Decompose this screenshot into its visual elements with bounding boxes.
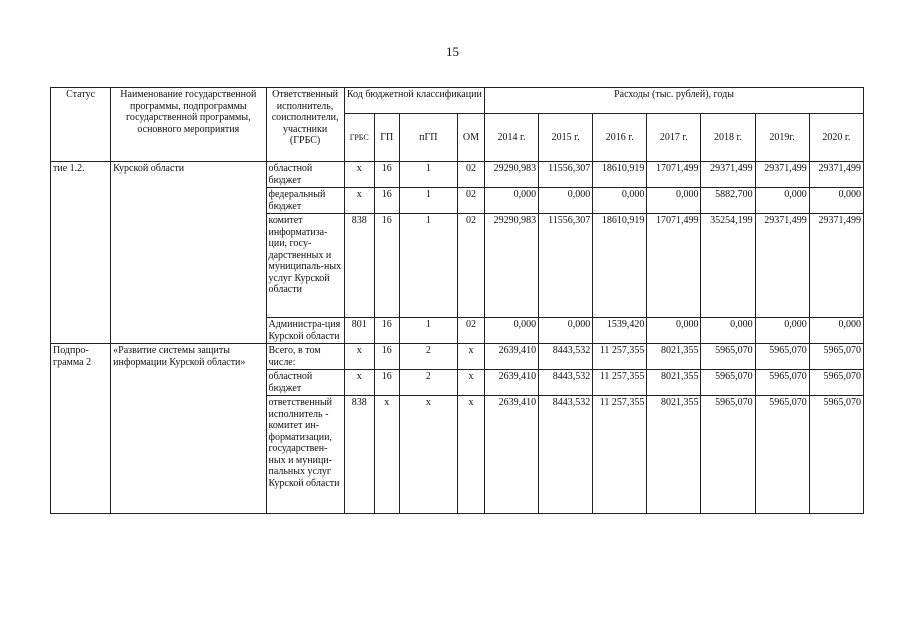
cell-value: 11 257,355 [593,396,647,514]
header-code-om: ОМ [457,114,484,162]
cell-value: 5965,070 [809,344,863,370]
cell-value: 8021,355 [647,370,701,396]
cell-gp: 16 [374,318,399,344]
cell-value: 8443,532 [539,396,593,514]
cell-gp: 16 [374,370,399,396]
cell-value: 11 257,355 [593,370,647,396]
cell-value: 17071,499 [647,214,701,318]
cell-value: 29371,499 [755,214,809,318]
header-budget-code: Код бюджетной классификации [344,88,484,114]
header-year-2017: 2017 г. [647,114,701,162]
cell-om: х [457,396,484,514]
cell-value: 5965,070 [701,370,755,396]
cell-value: 29290,983 [484,214,538,318]
row-executor: Всего, в том числе: [266,344,344,370]
header-expenses: Расходы (тыс. рублей), годы [484,88,863,114]
page-number: 15 [446,44,459,59]
cell-grbs: х [344,188,374,214]
cell-value: 11 257,355 [593,344,647,370]
cell-pgp: 1 [399,214,457,318]
header-year-2014: 2014 г. [484,114,538,162]
cell-value: 5965,070 [755,370,809,396]
cell-value: 29371,499 [809,162,863,188]
cell-om: х [457,370,484,396]
cell-value: 2639,410 [484,396,538,514]
cell-value: 0,000 [539,188,593,214]
cell-value: 0,000 [755,188,809,214]
cell-value: 5965,070 [701,344,755,370]
cell-value: 5965,070 [809,396,863,514]
row-name: «Развитие системы защиты информации Курской области» [111,344,266,514]
cell-grbs: 838 [344,214,374,318]
cell-value: 29371,499 [755,162,809,188]
cell-value: 0,000 [809,188,863,214]
cell-value: 18610,919 [593,162,647,188]
cell-pgp: 1 [399,188,457,214]
row-executor: областной бюджет [266,162,344,188]
header-status: Статус [51,88,111,162]
row-status: тие 1.2. [51,162,111,344]
cell-gp: 16 [374,344,399,370]
cell-value: 2639,410 [484,370,538,396]
cell-grbs: х [344,370,374,396]
cell-value: 11556,307 [539,214,593,318]
cell-value: 29371,499 [701,162,755,188]
cell-value: 8021,355 [647,396,701,514]
cell-value: 5965,070 [755,344,809,370]
header-year-2019: 2019г. [755,114,809,162]
cell-value: 0,000 [593,188,647,214]
cell-grbs: х [344,162,374,188]
cell-pgp: 2 [399,370,457,396]
cell-om: 02 [457,188,484,214]
cell-value: 29371,499 [809,214,863,318]
cell-gp: 16 [374,214,399,318]
cell-value: 0,000 [755,318,809,344]
cell-value: 5965,070 [701,396,755,514]
cell-gp: х [374,396,399,514]
header-code-grbs: ГРБС [344,114,374,162]
header-year-2015: 2015 г. [539,114,593,162]
cell-value: 5965,070 [755,396,809,514]
cell-value: 0,000 [484,188,538,214]
cell-value: 35254,199 [701,214,755,318]
cell-value: 11556,307 [539,162,593,188]
cell-pgp: 1 [399,162,457,188]
cell-value: 5882,700 [701,188,755,214]
cell-value: 18610,919 [593,214,647,318]
cell-value: 0,000 [484,318,538,344]
cell-value: 2639,410 [484,344,538,370]
cell-om: х [457,344,484,370]
row-executor: ответственный исполнитель - комитет ин-форматизации, государствен-ных и муници-пальных услуг Курской области [266,396,344,514]
row-name: Курской области [111,162,266,344]
cell-om: 02 [457,162,484,188]
cell-pgp: х [399,396,457,514]
row-executor: Администра-ция Курской области [266,318,344,344]
cell-value: 8443,532 [539,370,593,396]
row-executor: комитет информатиза-ции, госу-дарственных и муниципаль-ных услуг Курской области [266,214,344,318]
header-year-2020: 2020 г. [809,114,863,162]
row-executor: федеральный бюджет [266,188,344,214]
cell-grbs: 801 [344,318,374,344]
cell-om: 02 [457,318,484,344]
header-code-gp: ГП [374,114,399,162]
table-row [51,162,864,188]
cell-grbs: 838 [344,396,374,514]
header-code-pgp: пГП [399,114,457,162]
cell-value: 0,000 [647,188,701,214]
row-status: Подпро-грамма 2 [51,344,111,514]
row-executor: областной бюджет [266,370,344,396]
cell-value: 1539,420 [593,318,647,344]
header-executor: Ответственный исполнитель, соисполнители, участники (ГРБС) [266,88,344,162]
cell-value: 5965,070 [809,370,863,396]
cell-value: 29290,983 [484,162,538,188]
cell-pgp: 1 [399,318,457,344]
cell-value: 0,000 [647,318,701,344]
cell-pgp: 2 [399,344,457,370]
header-name: Наименование государственной программы, подпрограммы государственной программы, основного мероприятия [111,88,266,162]
budget-table [50,87,864,514]
cell-value: 8021,355 [647,344,701,370]
cell-grbs: х [344,344,374,370]
cell-value: 0,000 [539,318,593,344]
header-year-2016: 2016 г. [593,114,647,162]
cell-gp: 16 [374,162,399,188]
table-row [51,344,864,370]
cell-value: 0,000 [701,318,755,344]
cell-value: 8443,532 [539,344,593,370]
cell-value: 17071,499 [647,162,701,188]
header-year-2018: 2018 г. [701,114,755,162]
cell-value: 0,000 [809,318,863,344]
cell-gp: 16 [374,188,399,214]
cell-om: 02 [457,214,484,318]
